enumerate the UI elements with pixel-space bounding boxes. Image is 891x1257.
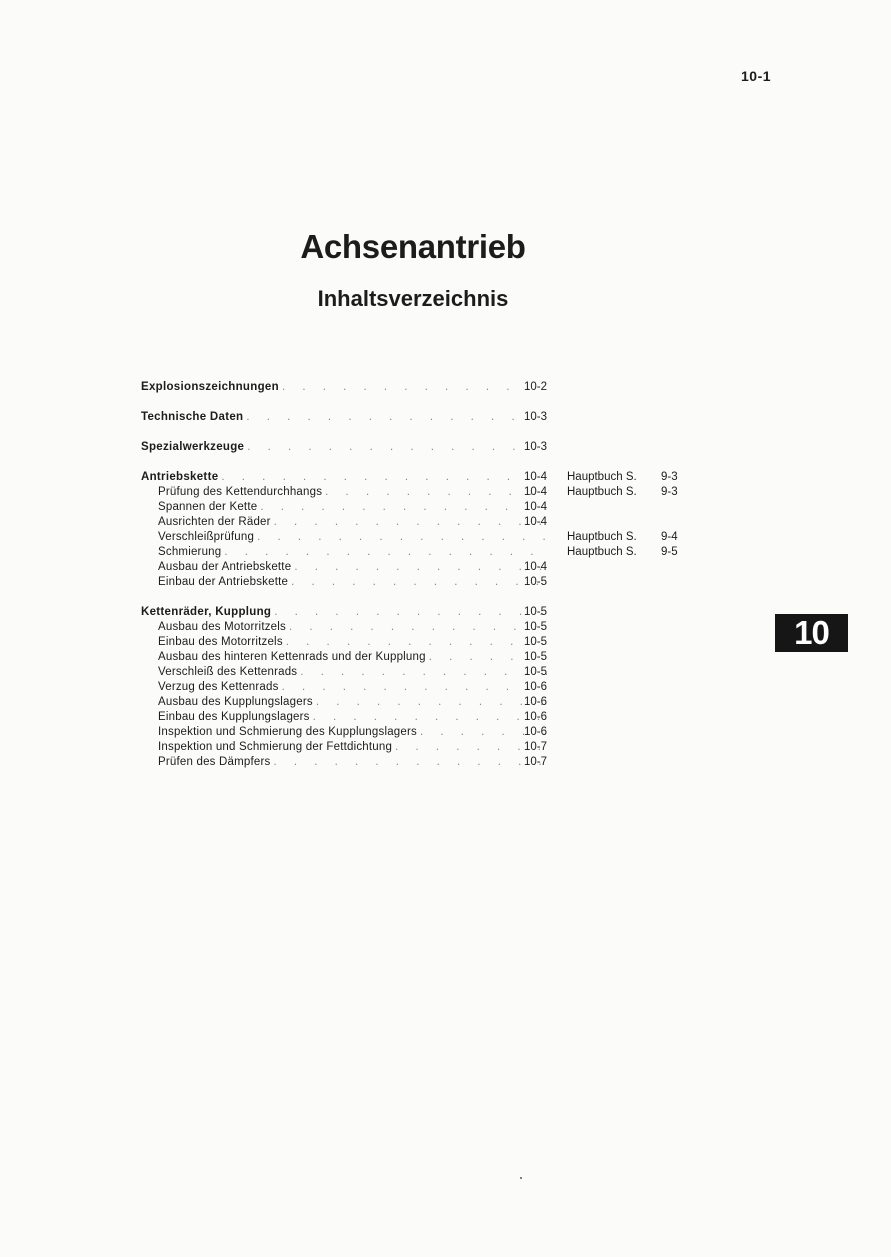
- toc-subentry[interactable]: [141, 545, 701, 560]
- leader-dots: [246, 410, 547, 425]
- toc-subentry[interactable]: [141, 740, 701, 755]
- toc-entry-label: Antriebskette: [141, 471, 219, 483]
- toc-subentry-page: 10-4: [523, 486, 547, 498]
- toc-subentry[interactable]: [141, 695, 701, 710]
- toc-subentry[interactable]: [141, 620, 701, 635]
- leader-dots: [257, 530, 547, 545]
- page-title: Achsenantrieb: [300, 228, 526, 265]
- page-number: 10-1: [741, 68, 772, 84]
- toc-subentry[interactable]: [141, 650, 701, 665]
- toc-entry-label: Kettenräder, Kupplung: [141, 606, 272, 618]
- toc-section-antriebskette: [141, 470, 701, 590]
- toc-entry-page: 10-2: [523, 381, 547, 393]
- toc-subentry-page: 10-5: [523, 621, 547, 633]
- toc-subentry-label: Schmierung: [158, 546, 222, 558]
- toc-subentry-page: 10-7: [523, 741, 547, 753]
- toc-subentry-page: 10-4: [523, 501, 547, 513]
- toc-subentry-label: Inspektion und Schmierung der Fettdichtung: [158, 741, 393, 753]
- table-of-contents: [141, 380, 701, 785]
- toc-subentry-label: Ausbau der Antriebskette: [158, 561, 292, 573]
- toc-subentry-page: 10-5: [523, 576, 547, 588]
- main-book-reference: Hauptbuch S.: [567, 546, 637, 558]
- chapter-tab: 10: [775, 614, 848, 652]
- leader-dots: [273, 755, 547, 770]
- toc-subentry-label: Prüfung des Kettendurchhangs: [158, 486, 323, 498]
- toc-section-kettenraeder-kupplung: [141, 605, 701, 770]
- toc-section-spezialwerkzeuge: [141, 440, 701, 455]
- main-book-reference: Hauptbuch S.: [567, 486, 637, 498]
- toc-subentry[interactable]: [141, 755, 701, 770]
- toc-subentry-page: 10-6: [523, 726, 547, 738]
- toc-entry-label: Spezialwerkzeuge: [141, 441, 245, 453]
- main-book-reference-page: 9-3: [661, 471, 678, 483]
- toc-subentry-label: Einbau des Kupplungslagers: [158, 711, 310, 723]
- toc-subentry[interactable]: [141, 515, 701, 530]
- main-book-reference: Hauptbuch S.: [567, 471, 637, 483]
- leader-dots: [282, 380, 547, 395]
- toc-subentry-label: Spannen der Kette: [158, 501, 258, 513]
- leader-dots: [289, 620, 547, 635]
- leader-dots: [221, 470, 547, 485]
- toc-subentry[interactable]: [141, 710, 701, 725]
- toc-subentry[interactable]: [141, 575, 701, 590]
- leader-dots: [300, 665, 547, 680]
- toc-entry[interactable]: [141, 470, 701, 485]
- toc-entry-label: Explosionszeichnungen: [141, 381, 279, 393]
- toc-entry-page: 10-3: [523, 441, 547, 453]
- toc-subentry[interactable]: [141, 665, 701, 680]
- toc-subentry-label: Verschleiß des Kettenrads: [158, 666, 298, 678]
- toc-subentry-page: 10-5: [523, 666, 547, 678]
- toc-subentry-label: Einbau der Antriebskette: [158, 576, 289, 588]
- leader-dots: [316, 695, 547, 710]
- toc-entry[interactable]: [141, 440, 701, 455]
- toc-subentry-label: Verzug des Kettenrads: [158, 681, 279, 693]
- toc-subentry[interactable]: [141, 680, 701, 695]
- toc-subentry[interactable]: [141, 485, 701, 500]
- toc-subentry[interactable]: [141, 530, 701, 545]
- main-book-reference: Hauptbuch S.: [567, 531, 637, 543]
- toc-subentry-label: Inspektion und Schmierung des Kupplungslagers: [158, 726, 417, 738]
- main-book-reference-page: 9-4: [661, 531, 678, 543]
- main-book-reference-page: 9-3: [661, 486, 678, 498]
- leader-dots: [282, 680, 547, 695]
- leader-dots: [274, 515, 547, 530]
- toc-subentry-label: Ausrichten der Räder: [158, 516, 271, 528]
- toc-subentry-label: Prüfen des Dämpfers: [158, 756, 271, 768]
- toc-subentry-page: 10-4: [523, 561, 547, 573]
- toc-entry-label: Technische Daten: [141, 411, 244, 423]
- toc-section-technische-daten: [141, 410, 701, 425]
- toc-subentry-page: 10-6: [523, 711, 547, 723]
- main-book-reference-page: 9-5: [661, 546, 678, 558]
- toc-subentry-label: Ausbau des hinteren Kettenrads und der Kupplung: [158, 651, 426, 663]
- toc-subentry-page: 10-4: [523, 516, 547, 528]
- toc-subentry-label: Ausbau des Kupplungslagers: [158, 696, 313, 708]
- toc-subentry-page: 10-7: [523, 756, 547, 768]
- toc-entry-page: 10-3: [523, 411, 547, 423]
- toc-entry-page: 10-4: [523, 471, 547, 483]
- leader-dots: [286, 635, 547, 650]
- toc-entry[interactable]: [141, 380, 701, 395]
- toc-subentry-label: Ausbau des Motorritzels: [158, 621, 286, 633]
- toc-subentry-label: Einbau des Motorritzels: [158, 636, 283, 648]
- toc-subentry-page: 10-6: [523, 696, 547, 708]
- toc-subentry[interactable]: [141, 635, 701, 650]
- toc-entry[interactable]: [141, 605, 701, 620]
- page-subtitle: Inhaltsverzeichnis: [317, 286, 509, 311]
- leader-dots: [294, 560, 547, 575]
- toc-subentry-label: Verschleißprüfung: [158, 531, 255, 543]
- leader-dots: [325, 485, 547, 500]
- print-speck: [520, 1177, 522, 1179]
- toc-entry[interactable]: [141, 410, 701, 425]
- toc-section-explosionszeichnungen: [141, 380, 701, 395]
- leader-dots: [224, 545, 547, 560]
- toc-subentry-page: 10-5: [523, 651, 547, 663]
- toc-subentry[interactable]: [141, 725, 701, 740]
- leader-dots: [260, 500, 547, 515]
- toc-subentry[interactable]: [141, 500, 701, 515]
- leader-dots: [291, 575, 547, 590]
- toc-subentry-page: 10-6: [523, 681, 547, 693]
- leader-dots: [313, 710, 547, 725]
- leader-dots: [247, 440, 547, 455]
- toc-entry-page: 10-5: [523, 606, 547, 618]
- toc-subentry-page: 10-5: [523, 636, 547, 648]
- toc-subentry[interactable]: [141, 560, 701, 575]
- leader-dots: [274, 605, 547, 620]
